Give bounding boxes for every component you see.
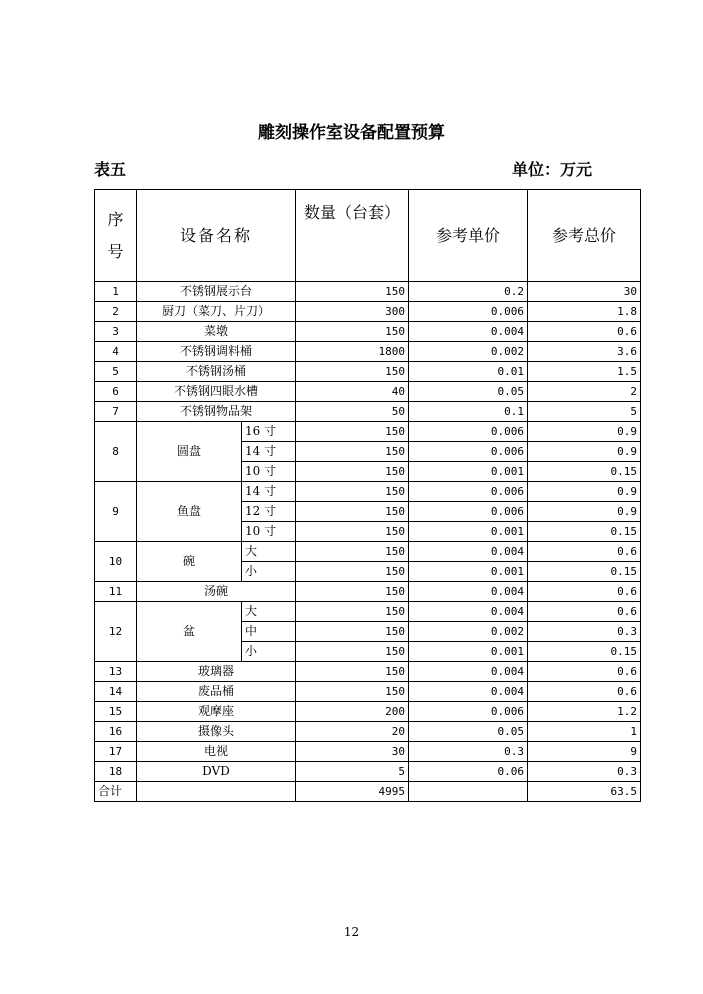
- total-price: [409, 782, 528, 802]
- cell-qty: 150: [296, 622, 409, 642]
- cell-qty: 150: [296, 482, 409, 502]
- header-unit-price: 参考单价: [409, 190, 528, 282]
- table-row: [95, 342, 641, 362]
- table-row: [95, 762, 641, 782]
- total-qty: 4995: [296, 782, 409, 802]
- cell-qty: 150: [296, 582, 409, 602]
- cell-total: 1.5: [528, 362, 641, 382]
- cell-spec: 中: [242, 622, 296, 642]
- cell-total: 0.15: [528, 642, 641, 662]
- cell-price: 0.001: [409, 642, 528, 662]
- cell-total: 0.6: [528, 602, 641, 622]
- cell-seq: 14: [95, 682, 137, 702]
- cell-name: 观摩座: [137, 702, 296, 722]
- cell-name: 废品桶: [137, 682, 296, 702]
- cell-total: 1.2: [528, 702, 641, 722]
- cell-seq: 6: [95, 382, 137, 402]
- cell-price: 0.05: [409, 382, 528, 402]
- cell-seq: 17: [95, 742, 137, 762]
- cell-seq: 1: [95, 282, 137, 302]
- cell-name: 汤碗: [137, 582, 296, 602]
- cell-seq: 9: [95, 482, 137, 542]
- cell-spec: 14 寸: [242, 442, 296, 462]
- cell-total: 30: [528, 282, 641, 302]
- header-quantity: 数量（台套）: [296, 190, 409, 282]
- cell-total: 1: [528, 722, 641, 742]
- cell-spec: 小: [242, 562, 296, 582]
- cell-total: 9: [528, 742, 641, 762]
- cell-total: 0.9: [528, 442, 641, 462]
- cell-price: 0.006: [409, 482, 528, 502]
- cell-name: 不锈钢物品架: [137, 402, 296, 422]
- total-label: 合计: [95, 782, 137, 802]
- page-number: 12: [343, 925, 360, 939]
- cell-seq: 7: [95, 402, 137, 422]
- cell-total: 0.3: [528, 622, 641, 642]
- total-sum: 63.5: [528, 782, 641, 802]
- cell-total: 0.15: [528, 522, 641, 542]
- table-row: [95, 382, 641, 402]
- table-row: [95, 682, 641, 702]
- cell-spec: 16 寸: [242, 422, 296, 442]
- cell-qty: 150: [296, 462, 409, 482]
- cell-total: 0.9: [528, 502, 641, 522]
- cell-spec: 大: [242, 602, 296, 622]
- cell-total: 0.15: [528, 562, 641, 582]
- header-name: 设备名称: [137, 190, 296, 282]
- cell-seq: 10: [95, 542, 137, 582]
- cell-price: 0.001: [409, 562, 528, 582]
- cell-qty: 30: [296, 742, 409, 762]
- table-header-row: [95, 190, 641, 282]
- cell-total: 0.9: [528, 422, 641, 442]
- cell-qty: 150: [296, 602, 409, 622]
- cell-seq: 16: [95, 722, 137, 742]
- cell-price: 0.006: [409, 422, 528, 442]
- cell-seq: 8: [95, 422, 137, 482]
- cell-total: 1.8: [528, 302, 641, 322]
- table-row: [95, 662, 641, 682]
- cell-seq: 2: [95, 302, 137, 322]
- table-row: [95, 742, 641, 762]
- cell-qty: 200: [296, 702, 409, 722]
- cell-price: 0.001: [409, 522, 528, 542]
- table-row: [95, 402, 641, 422]
- cell-price: 0.004: [409, 602, 528, 622]
- cell-total: 5: [528, 402, 641, 422]
- cell-qty: 1800: [296, 342, 409, 362]
- unit-label: 单位：万元: [512, 160, 593, 179]
- cell-seq: 5: [95, 362, 137, 382]
- cell-total: 0.6: [528, 662, 641, 682]
- cell-spec: 大: [242, 542, 296, 562]
- cell-total: 0.3: [528, 762, 641, 782]
- page-title: 雕刻操作室设备配置预算: [258, 123, 445, 143]
- cell-name: 菜墩: [137, 322, 296, 342]
- table-row: [95, 362, 641, 382]
- cell-name: 玻璃器: [137, 662, 296, 682]
- table-row: [95, 602, 641, 622]
- cell-spec: 10 寸: [242, 522, 296, 542]
- cell-name: 鱼盘: [137, 482, 242, 542]
- cell-qty: 150: [296, 502, 409, 522]
- cell-total: 0.6: [528, 322, 641, 342]
- table-row: [95, 542, 641, 562]
- cell-price: 0.06: [409, 762, 528, 782]
- cell-name: 不锈钢展示台: [137, 282, 296, 302]
- cell-price: 0.01: [409, 362, 528, 382]
- header-total-price: 参考总价: [528, 190, 641, 282]
- cell-spec: 小: [242, 642, 296, 662]
- cell-price: 0.2: [409, 282, 528, 302]
- table-row: [95, 482, 641, 502]
- cell-qty: 150: [296, 562, 409, 582]
- cell-qty: 150: [296, 662, 409, 682]
- cell-total: 0.6: [528, 582, 641, 602]
- cell-price: 0.05: [409, 722, 528, 742]
- cell-name: 碗: [137, 542, 242, 582]
- cell-total: 0.15: [528, 462, 641, 482]
- cell-name: 不锈钢汤桶: [137, 362, 296, 382]
- cell-seq: 11: [95, 582, 137, 602]
- table-row: [95, 282, 641, 302]
- cell-price: 0.006: [409, 442, 528, 462]
- cell-qty: 20: [296, 722, 409, 742]
- cell-qty: 150: [296, 682, 409, 702]
- cell-spec: 14 寸: [242, 482, 296, 502]
- header-seq: 序 号: [95, 190, 137, 282]
- cell-name: DVD: [137, 762, 296, 782]
- cell-price: 0.006: [409, 702, 528, 722]
- cell-spec: 10 寸: [242, 462, 296, 482]
- table-row: [95, 582, 641, 602]
- table-row: [95, 722, 641, 742]
- cell-qty: 50: [296, 402, 409, 422]
- cell-price: 0.006: [409, 302, 528, 322]
- cell-price: 0.002: [409, 342, 528, 362]
- table-label: 表五: [94, 160, 127, 179]
- cell-price: 0.002: [409, 622, 528, 642]
- cell-qty: 5: [296, 762, 409, 782]
- cell-price: 0.3: [409, 742, 528, 762]
- cell-total: 0.6: [528, 682, 641, 702]
- cell-total: 0.6: [528, 542, 641, 562]
- cell-qty: 300: [296, 302, 409, 322]
- cell-qty: 150: [296, 542, 409, 562]
- cell-seq: 15: [95, 702, 137, 722]
- total-name-cell: [137, 782, 296, 802]
- cell-name: 不锈钢四眼水槽: [137, 382, 296, 402]
- cell-total: 3.6: [528, 342, 641, 362]
- cell-price: 0.006: [409, 502, 528, 522]
- cell-seq: 3: [95, 322, 137, 342]
- cell-seq: 18: [95, 762, 137, 782]
- cell-price: 0.001: [409, 462, 528, 482]
- cell-price: 0.004: [409, 582, 528, 602]
- cell-qty: 150: [296, 642, 409, 662]
- cell-name: 盆: [137, 602, 242, 662]
- cell-name: 电视: [137, 742, 296, 762]
- table-row: [95, 322, 641, 342]
- cell-seq: 4: [95, 342, 137, 362]
- cell-price: 0.004: [409, 322, 528, 342]
- table-row: [95, 302, 641, 322]
- cell-total: 2: [528, 382, 641, 402]
- cell-price: 0.004: [409, 542, 528, 562]
- cell-qty: 150: [296, 282, 409, 302]
- table-row: [95, 422, 641, 442]
- cell-name: 不锈钢调料桶: [137, 342, 296, 362]
- cell-price: 0.004: [409, 682, 528, 702]
- cell-seq: 13: [95, 662, 137, 682]
- cell-qty: 150: [296, 522, 409, 542]
- table-total-row: [95, 782, 641, 802]
- cell-price: 0.1: [409, 402, 528, 422]
- cell-qty: 150: [296, 442, 409, 462]
- cell-qty: 150: [296, 362, 409, 382]
- cell-qty: 150: [296, 422, 409, 442]
- cell-name: 摄像头: [137, 722, 296, 742]
- cell-total: 0.9: [528, 482, 641, 502]
- cell-spec: 12 寸: [242, 502, 296, 522]
- cell-qty: 150: [296, 322, 409, 342]
- budget-table: [94, 189, 641, 802]
- cell-seq: 12: [95, 602, 137, 662]
- cell-qty: 40: [296, 382, 409, 402]
- cell-name: 厨刀（菜刀、片刀）: [137, 302, 296, 322]
- cell-name: 圆盘: [137, 422, 242, 482]
- cell-price: 0.004: [409, 662, 528, 682]
- table-row: [95, 702, 641, 722]
